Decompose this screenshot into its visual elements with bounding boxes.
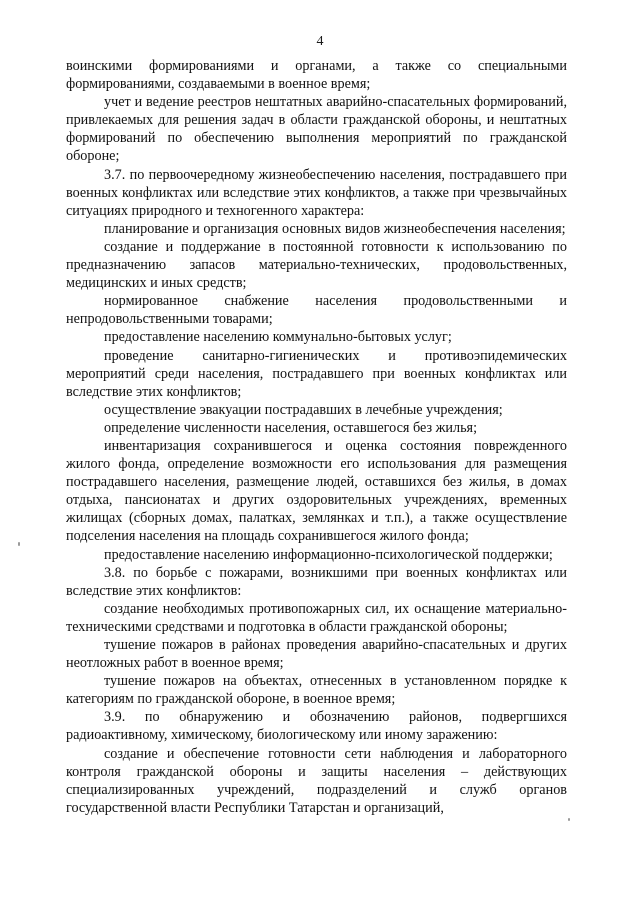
- paragraph: проведение санитарно-гигиенических и противоэпидемических мероприятий среди населения, пострадавшего при военных конфликтах или вследствие этих конфликтов;: [66, 347, 567, 400]
- paragraph: 3.9. по обнаружению и обозначению районов, подвергшихся радиоактивному, химическому, биологическому или иному заражению:: [66, 709, 567, 744]
- paragraph: создание и поддержание в постоянной готовности к использованию по предназначению запасов материально-технических, продовольственных, медицинских и иных средств;: [66, 238, 567, 292]
- paragraph: предоставление населению коммунально-бытовых услуг;: [104, 329, 452, 346]
- paragraph: 3.7. по первоочередному жизнеобеспечению населения, пострадавшего при военных конфликтах или вследствие этих конфликтов, а также при чрезвычайных ситуациях природного и техногенного характера:: [66, 166, 567, 219]
- scan-mark: [568, 818, 570, 821]
- paragraph: тушение пожаров на объектах, отнесенных в установленном порядке к категориям по гражданской обороне, в военное время;: [66, 673, 567, 708]
- paragraph: тушение пожаров в районах проведения аварийно-спасательных и других неотложных работ в военное время;: [66, 637, 567, 672]
- scan-mark: [18, 542, 20, 546]
- document-body: [66, 57, 567, 817]
- page-number: 4: [316, 34, 324, 49]
- paragraph: инвентаризация сохранившегося и оценка состояния поврежденного жилого фонда, определение возможности его использования для размещения пострадавшего населения, размещение людей, оставшихся без жилья, в домах отдыха, пансионатах и других оздоровительных учреждениях, временных жилищах (сборных домах, палатках, землянках и т.п.), а также осуществление подселения населения на площадь сохранившегося жилого фонда;: [66, 437, 567, 545]
- paragraph: предоставление населению информационно-психологической поддержки;: [104, 546, 553, 563]
- paragraph: определение численности населения, оставшегося без жилья;: [104, 419, 478, 436]
- paragraph: воинскими формированиями и органами, а также со специальными формированиями, создаваемыми в военное время;: [66, 58, 567, 93]
- paragraph: создание и обеспечение готовности сети наблюдения и лабораторного контроля гражданской обороны и защиты населения – действующих специализированных учреждений, подразделений и служб органов государственной власти Республики Татарстан и организаций,: [66, 745, 567, 816]
- paragraph: 3.8. по борьбе с пожарами, возникшими при военных конфликтах или вследствие этих конфликтов:: [66, 564, 567, 599]
- paragraph: планирование и организация основных видов жизнеобеспечения населения;: [104, 220, 566, 237]
- paragraph: учет и ведение реестров нештатных аварийно-спасательных формирований, привлекаемых для решения задач в области гражданской обороны, и нештатных формирований по обеспечению выполнения мероприятий по гражданской обороне;: [66, 94, 567, 165]
- paragraph: осуществление эвакуации пострадавших в лечебные учреждения;: [104, 401, 503, 418]
- paragraph: создание необходимых противопожарных сил, их оснащение материально-техническими средствами и подготовка в области гражданской обороны;: [66, 600, 567, 635]
- paragraph: нормированное снабжение населения продовольственными и непродовольственными товарами;: [66, 293, 567, 328]
